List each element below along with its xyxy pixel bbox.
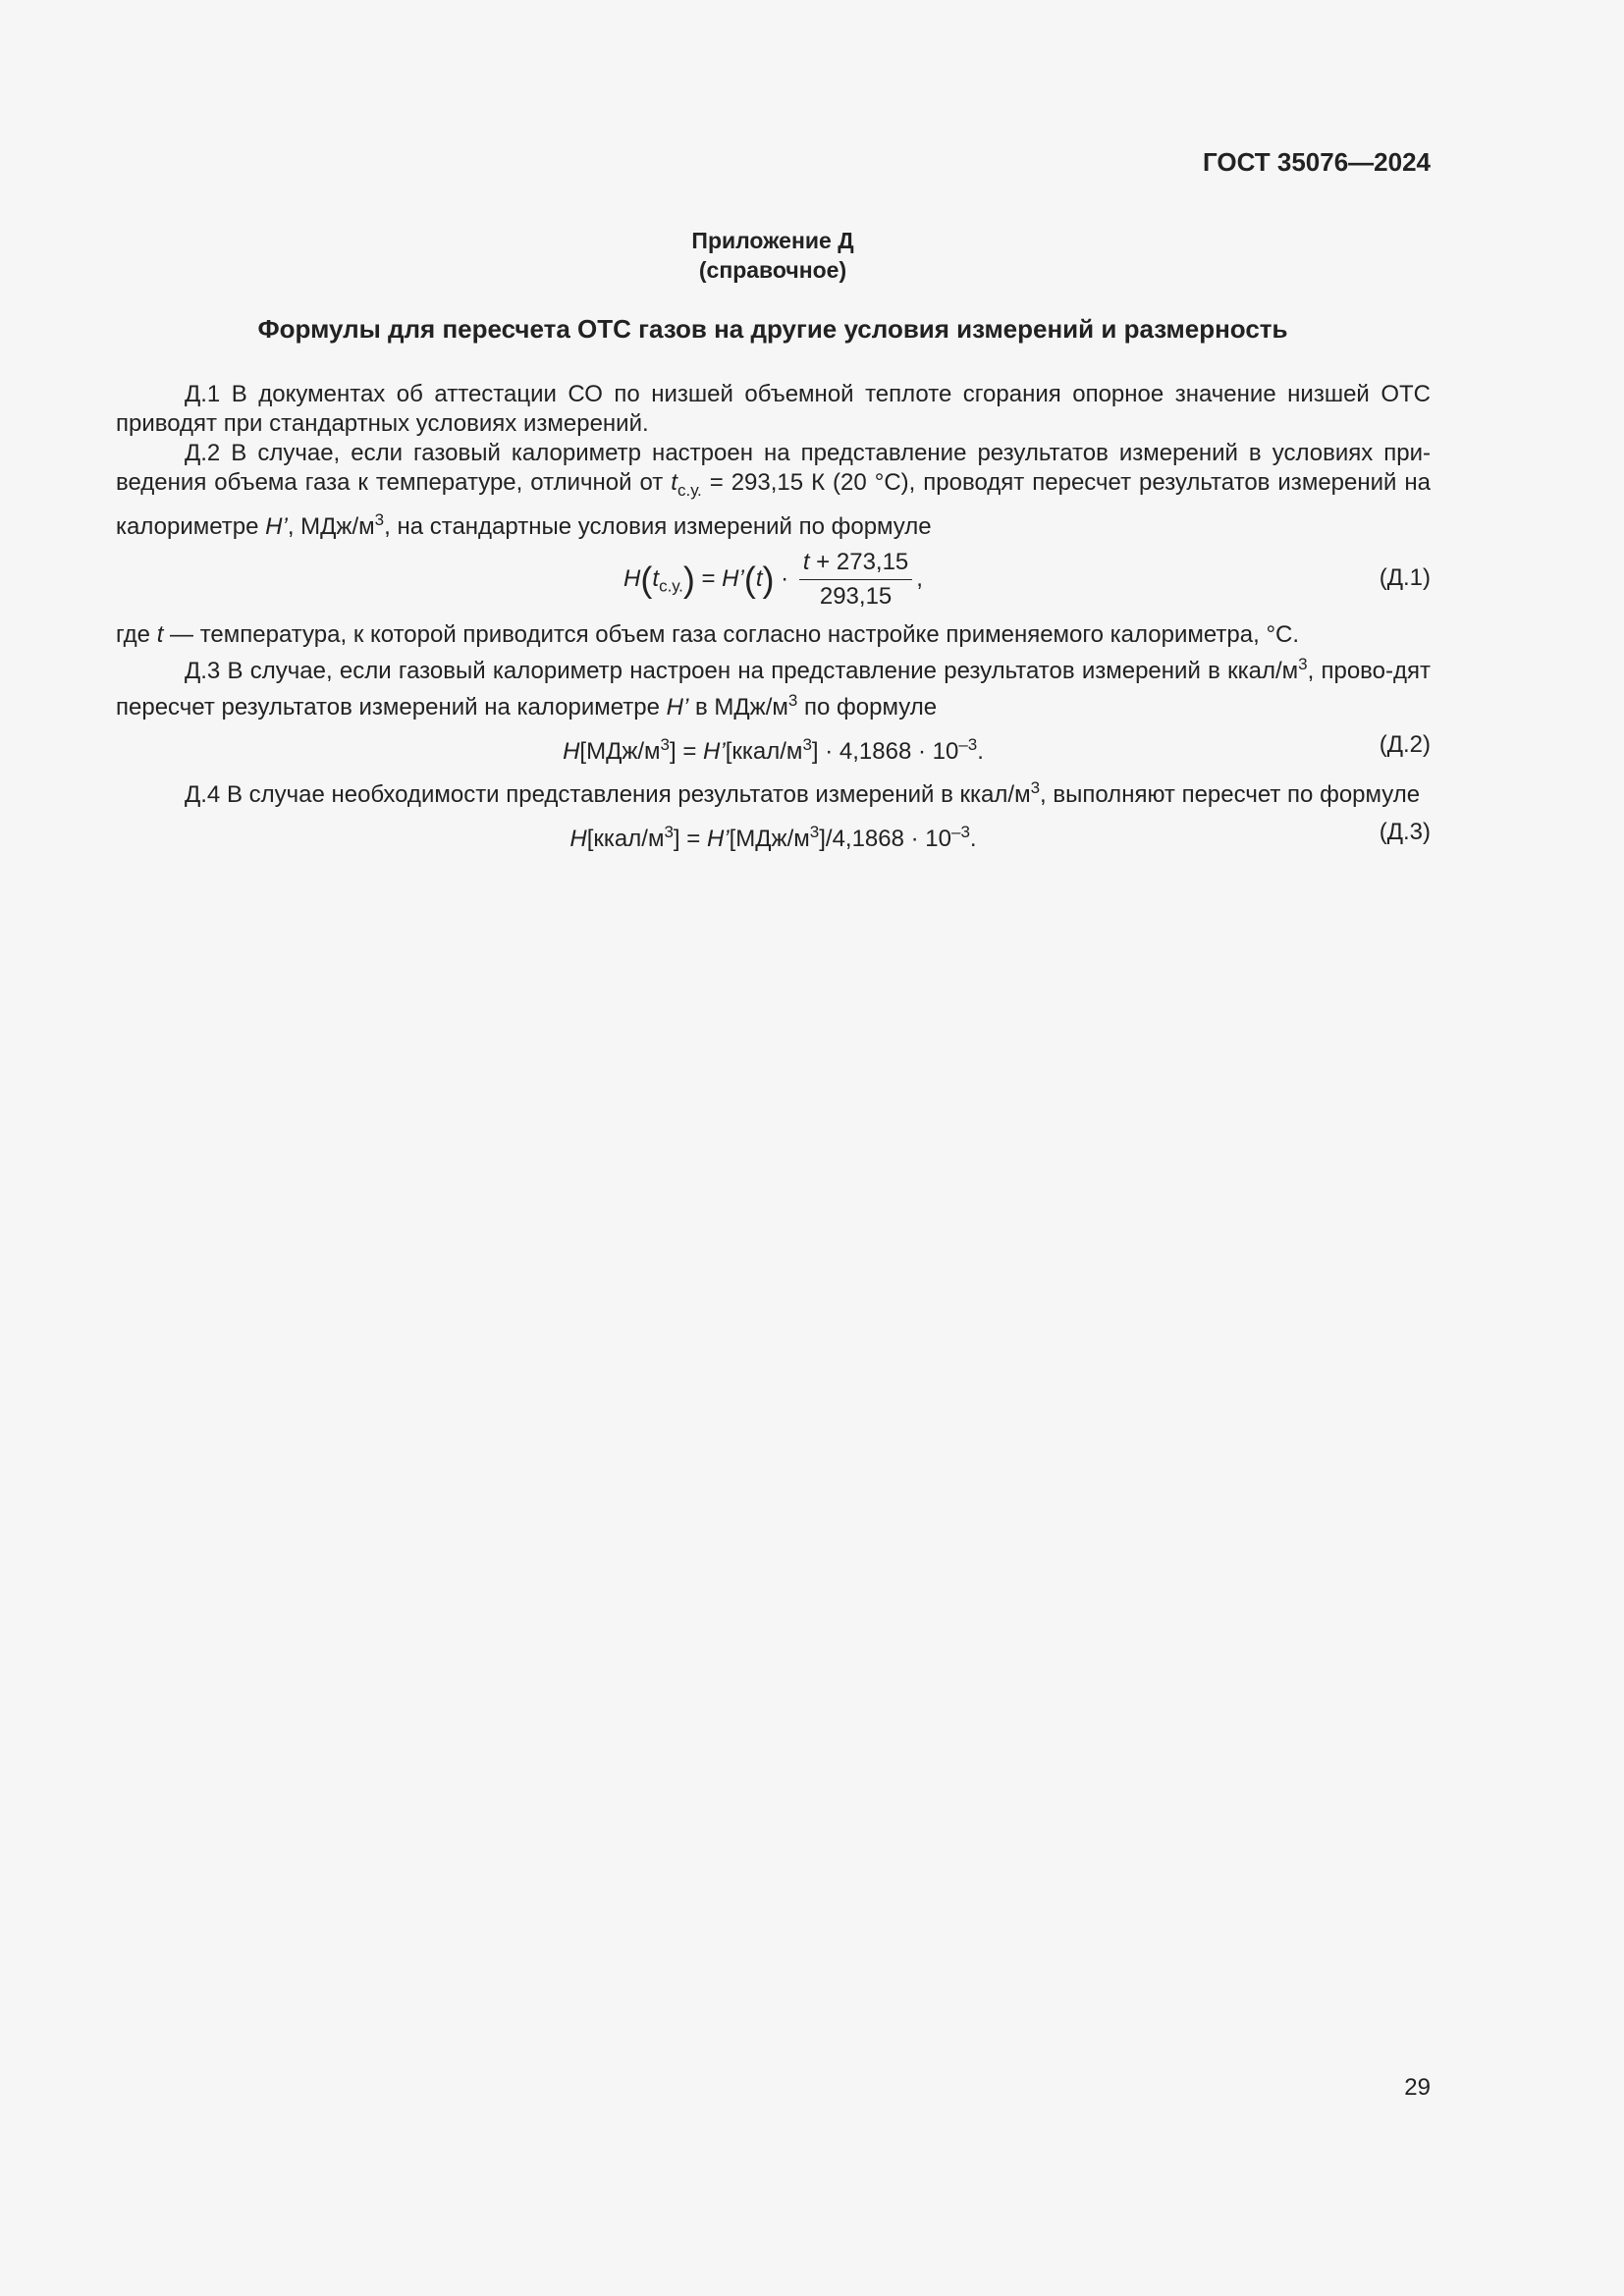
formula-d1-expression: $H(t_{с.у.})$ = H’(t) · $\frac{t + 273,15}{293,15}$ , <box>623 548 923 610</box>
paragraph-d2: Д.2 В случае, если газовый калориметр настроен на представление результатов измерений в условиях при-ведения объема газа к температуре, отличной от $t_{с.у.} = 293,15$ К (20 °С), проводят пересчет результатов измерений на калориметре H’, МДж/$м^3$, на стандартные условия измерений по формуле <box>116 440 1432 540</box>
formula-d1 <box>116 542 1431 620</box>
document-code: ГОСТ 35076—2024 <box>1203 147 1431 177</box>
appendix-heading <box>0 226 1545 285</box>
paragraph-d3: Д.3 В случае, если газовый калориметр настроен на представление результатов измерений в ккал/$м^3$, прово-дят пересчет результатов измерений на калориметре H’ в МДж/$м^3$ по формуле <box>116 654 1431 721</box>
page-number: 29 <box>1404 2074 1431 2101</box>
document-body <box>116 380 1431 861</box>
formula-d2-expression: $H[МДж/м^3]$ = $H’[ккал/м^3] \cdot 4,1868 \cdot 10^{-3}$. <box>563 734 984 765</box>
formula-d2-number: (Д.2) <box>1379 730 1431 758</box>
paragraph-d4: Д.4 В случае необходимости представления результатов измерений в ккал/$м^3$, выполняют пересчет по формуле <box>185 777 1421 808</box>
formula-d1-number: (Д.1) <box>1379 563 1431 591</box>
section-title: Формулы для пересчета ОТС газов на другие условия измерений и размерность <box>257 314 1288 344</box>
formula-d2 <box>116 722 1431 774</box>
formula-d1-fraction: $\frac{t + 273,15}{293,15}$ <box>799 548 912 612</box>
paragraph-where: где t — температура, к которой приводится объем газа согласно настройке применяемого калориметра, °С. <box>116 620 1300 648</box>
paragraph-d1: Д.1 В документах об аттестации СО по низшей объемной теплоте сгорания опорное значение низшей ОТС приводят при стандартных условиях измерений. <box>116 381 1431 437</box>
appendix-type: (справочное) <box>698 257 847 283</box>
formula-d3-number: (Д.3) <box>1379 818 1431 845</box>
appendix-title: Приложение Д <box>691 228 854 253</box>
formula-d3-expression: $H[ккал/м^3]$ = $H’[МДж/м^3]/4,1868 \cdot 10^{-3}$. <box>569 822 977 852</box>
formula-d3 <box>116 810 1431 861</box>
